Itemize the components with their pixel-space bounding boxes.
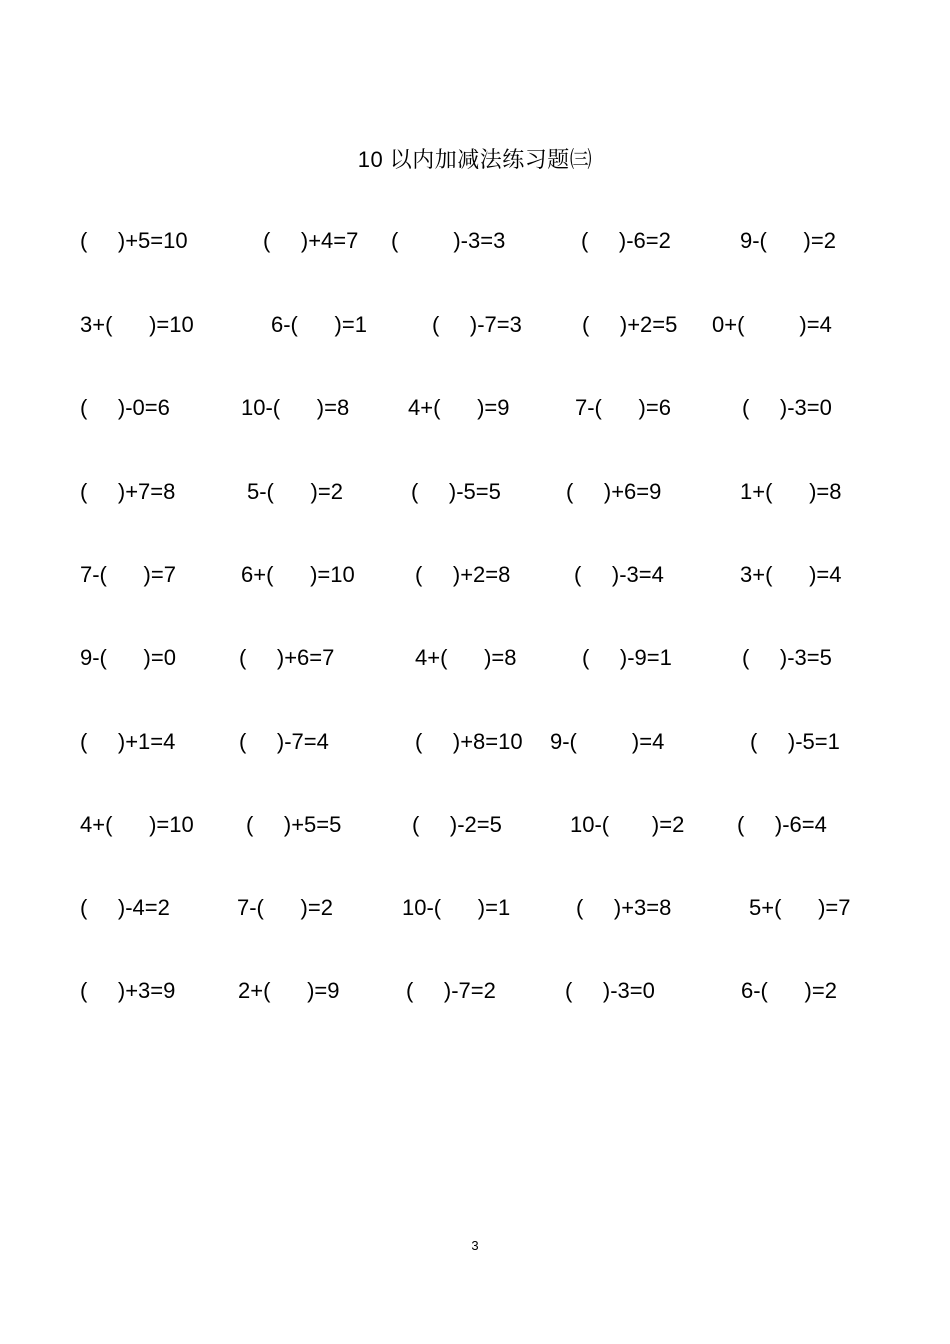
- arithmetic-problem: 7-( )=7: [80, 562, 176, 587]
- arithmetic-problem: 1+( )=8: [740, 479, 842, 504]
- problem-row: [0, 810, 950, 840]
- problem-row: [0, 477, 950, 507]
- problem-row: [0, 393, 950, 423]
- arithmetic-problem: 9-( )=4: [550, 729, 665, 754]
- arithmetic-problem: ( )+6=7: [239, 645, 335, 670]
- problem-row: [0, 226, 950, 256]
- arithmetic-problem: ( )-0=6: [80, 395, 170, 420]
- arithmetic-problem: ( )+3=8: [576, 895, 672, 920]
- arithmetic-problem: 9-( )=0: [80, 645, 176, 670]
- arithmetic-problem: ( )+5=5: [246, 812, 342, 837]
- problem-row: [0, 976, 950, 1006]
- page-number: 3: [471, 1238, 479, 1253]
- arithmetic-problem: ( )-6=4: [737, 812, 827, 837]
- arithmetic-problem: ( )-3=3: [391, 228, 506, 253]
- arithmetic-problem: 4+( )=9: [408, 395, 510, 420]
- arithmetic-problem: 10-( )=2: [570, 812, 685, 837]
- arithmetic-problem: ( )-7=2: [406, 978, 496, 1003]
- arithmetic-problem: 6+( )=10: [241, 562, 355, 587]
- arithmetic-problem: 3+( )=4: [740, 562, 842, 587]
- worksheet-title: 10 以内加减法练习题㈢: [357, 147, 593, 172]
- arithmetic-problem: 5-( )=2: [247, 479, 343, 504]
- arithmetic-problem: ( )+4=7: [263, 228, 359, 253]
- arithmetic-problem: ( )+1=4: [80, 729, 176, 754]
- arithmetic-problem: ( )-4=2: [80, 895, 170, 920]
- arithmetic-problem: ( )-9=1: [582, 645, 672, 670]
- arithmetic-problem: 4+( )=10: [80, 812, 194, 837]
- arithmetic-problem: 6-( )=2: [741, 978, 837, 1003]
- arithmetic-problem: 3+( )=10: [80, 312, 194, 337]
- arithmetic-problem: ( )+6=9: [566, 479, 662, 504]
- problem-row: [0, 643, 950, 673]
- arithmetic-problem: ( )-3=4: [574, 562, 664, 587]
- arithmetic-problem: 6-( )=1: [271, 312, 367, 337]
- problem-row: [0, 893, 950, 923]
- arithmetic-problem: 7-( )=6: [575, 395, 671, 420]
- arithmetic-problem: 7-( )=2: [237, 895, 333, 920]
- arithmetic-problem: ( )-3=0: [565, 978, 655, 1003]
- arithmetic-problem: ( )-3=5: [742, 645, 832, 670]
- arithmetic-problem: 10-( )=1: [402, 895, 511, 920]
- problem-row: [0, 727, 950, 757]
- arithmetic-problem: 0+( )=4: [712, 312, 832, 337]
- arithmetic-problem: ( )-7=3: [432, 312, 522, 337]
- arithmetic-problem: ( )+8=10: [415, 729, 523, 754]
- arithmetic-problem: ( )+5=10: [80, 228, 188, 253]
- arithmetic-problem: ( )+3=9: [80, 978, 176, 1003]
- problem-row: [0, 310, 950, 340]
- arithmetic-problem: 4+( )=8: [415, 645, 517, 670]
- problem-row: [0, 560, 950, 590]
- arithmetic-problem: 2+( )=9: [238, 978, 340, 1003]
- arithmetic-problem: 9-( )=2: [740, 228, 836, 253]
- arithmetic-problem: ( )-7=4: [239, 729, 329, 754]
- arithmetic-problem: 10-( )=8: [241, 395, 350, 420]
- arithmetic-problem: ( )-5=1: [750, 729, 840, 754]
- arithmetic-problem: ( )-2=5: [412, 812, 502, 837]
- arithmetic-problem: ( )+2=8: [415, 562, 511, 587]
- arithmetic-problem: ( )-3=0: [742, 395, 832, 420]
- arithmetic-problem: ( )-6=2: [581, 228, 671, 253]
- arithmetic-problem: ( )+7=8: [80, 479, 176, 504]
- arithmetic-problem: ( )-5=5: [411, 479, 501, 504]
- arithmetic-problem: ( )+2=5: [582, 312, 678, 337]
- arithmetic-problem: 5+( )=7: [749, 895, 851, 920]
